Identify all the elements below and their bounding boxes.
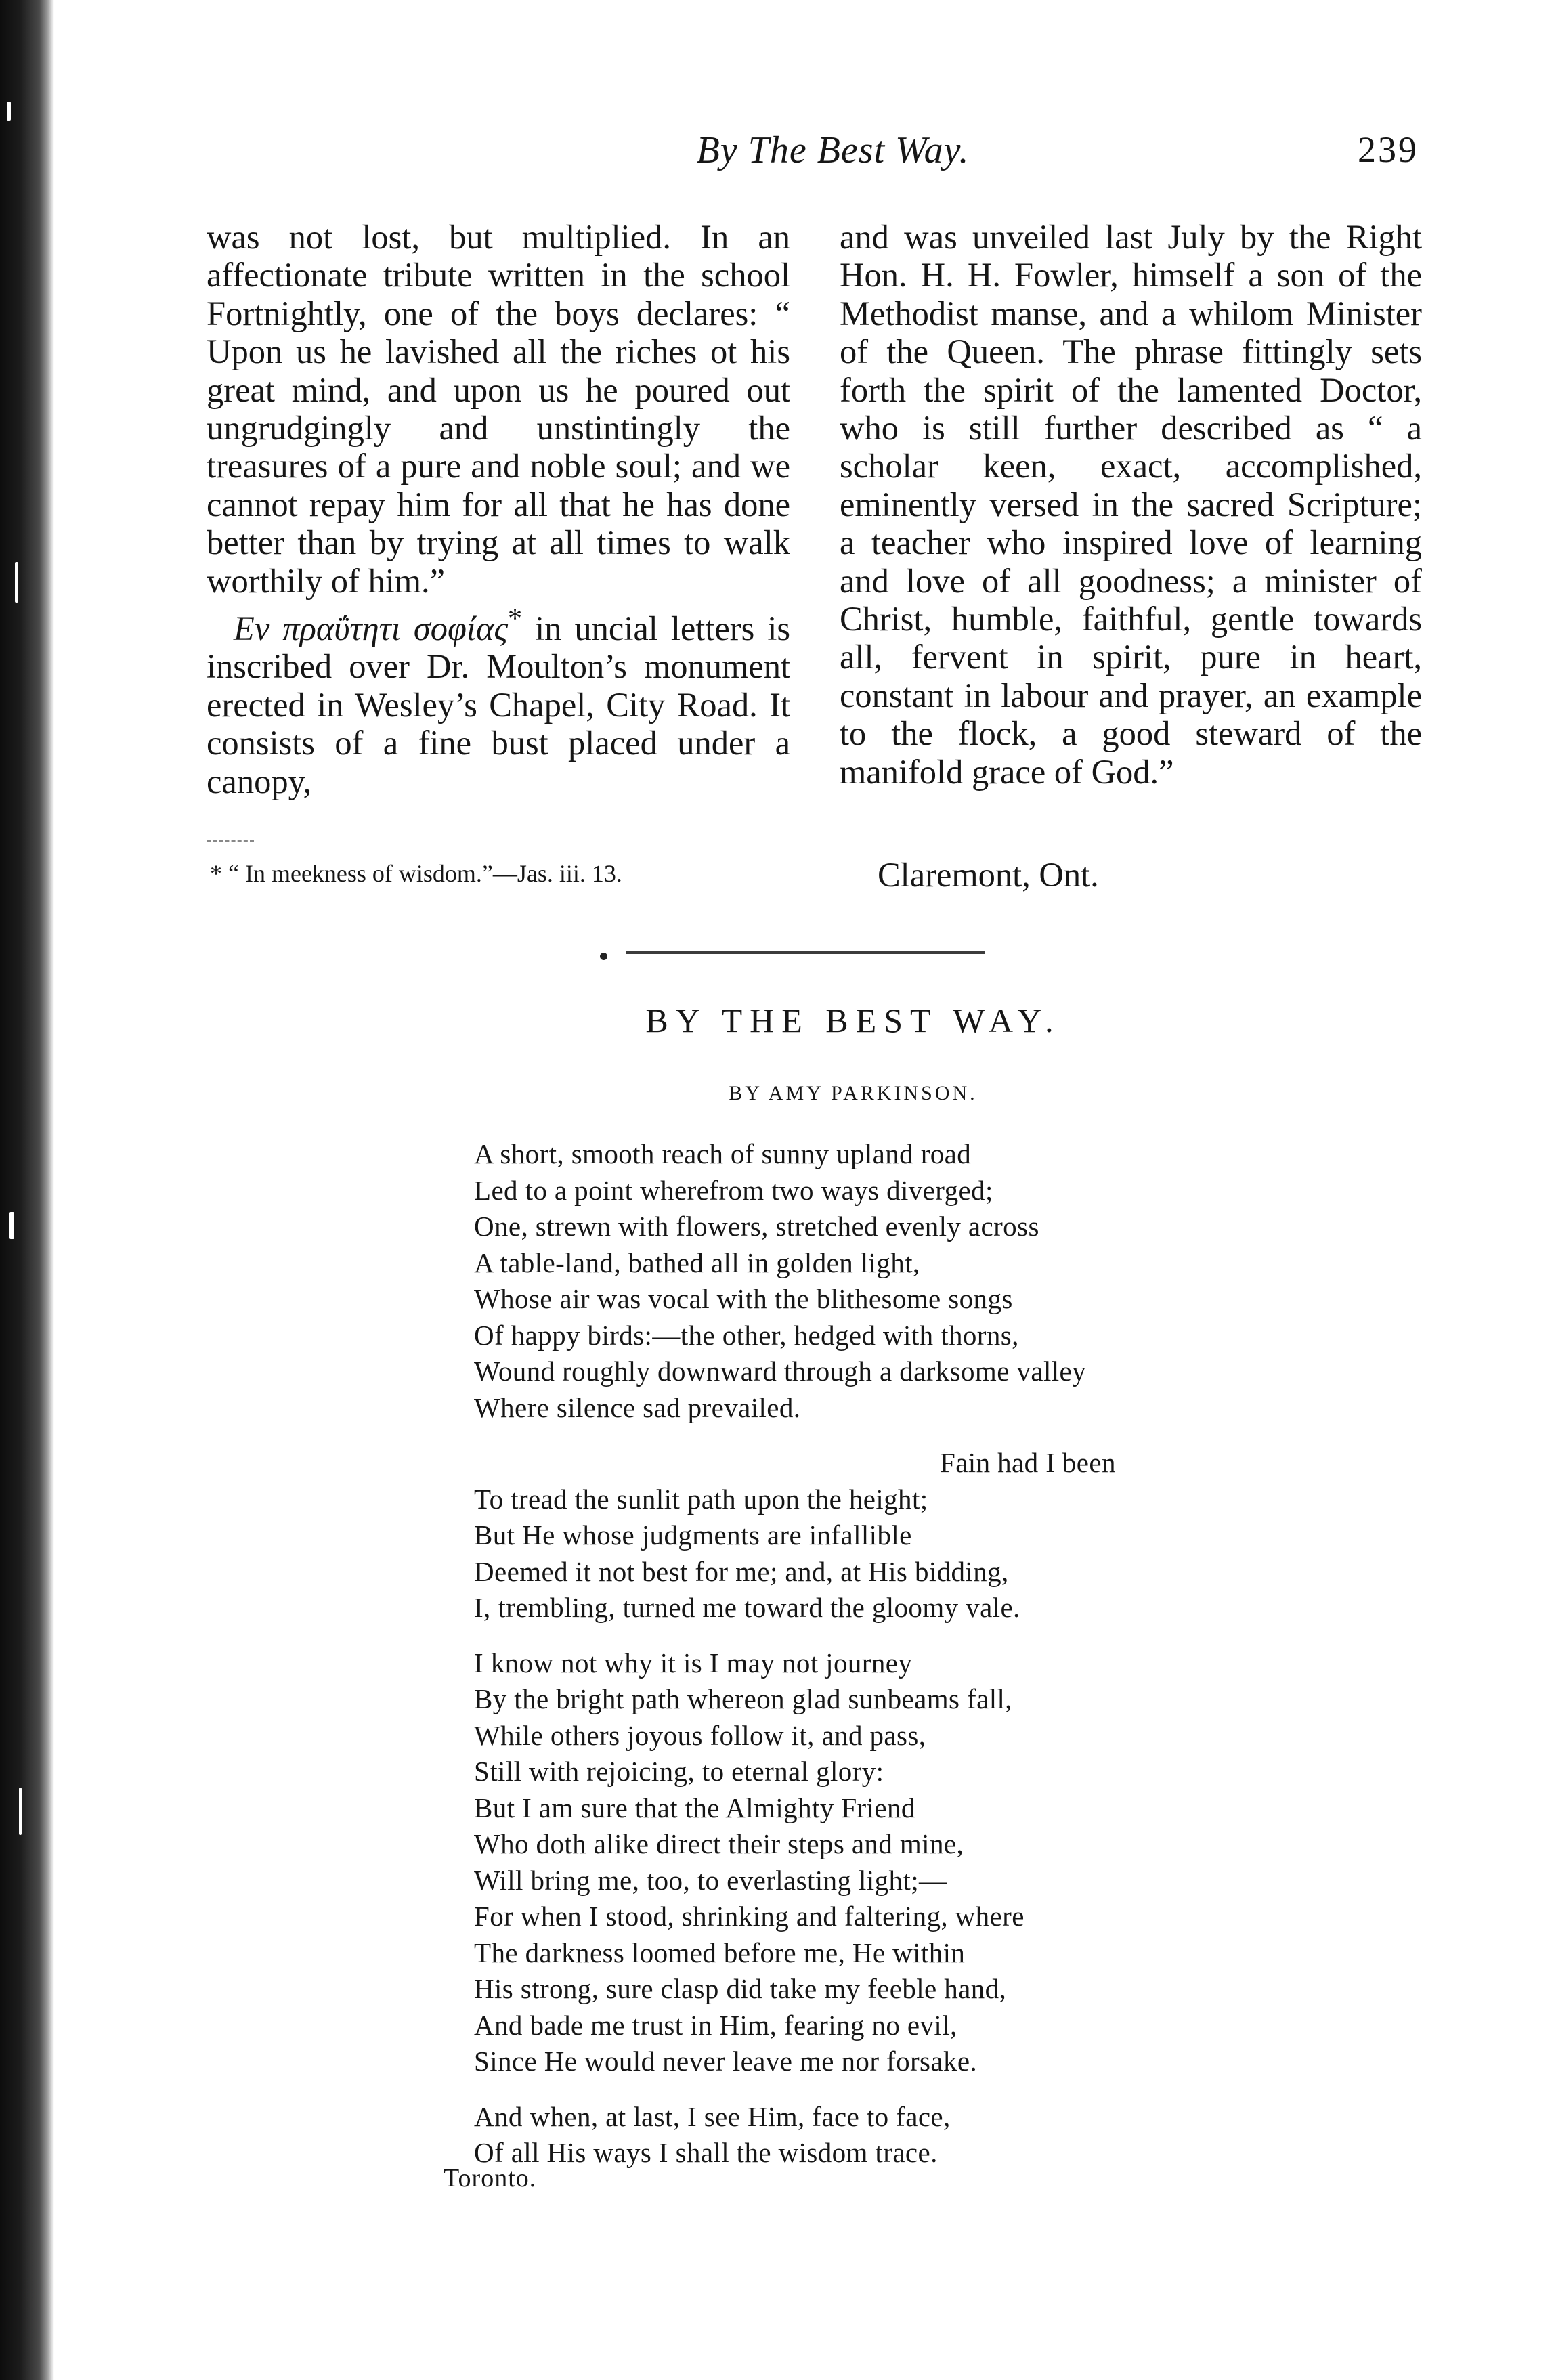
poem-stanza-1: [474, 1136, 1408, 1426]
right-paragraph: and was unveiled last July by the Right Hon. H. H. Fowler, himself a son of the Methodist manse, and a whilom Minister of the Queen. The phrase fittingly sets forth the spirit of the lamented Doctor, who is still further described as “ a scholar keen, exact, accomplished, eminently versed in the sacred Scripture; a teacher who inspired love of learning and love of all goodness; a minister of Christ, humble, faithful, gentle towards all, fervent in spirit, pure in heart, constant in labour and prayer, an example to the flock, a good steward of the manifold grace of God.”: [840, 218, 1422, 791]
poem-line: But I am sure that the Almighty Friend: [474, 1792, 915, 1823]
poem-stanza-3: [474, 1645, 1408, 2080]
poem-stanza-2: [474, 1445, 1408, 1626]
footnote: * “ In meekness of wisdom.”—Jas. iii. 13.: [210, 860, 622, 887]
poem-line: Still with rejoicing, to eternal glory:: [474, 1756, 884, 1787]
poem-line: Led to a point wherefrom two ways diverged;: [474, 1174, 993, 1206]
right-column: [840, 218, 1422, 791]
poem-line: And bade me trust in Him, fearing no evil,: [474, 2009, 957, 2041]
poem-line: To tread the sunlit path upon the height;: [474, 1483, 928, 1515]
poem-stanza-4: [474, 2099, 1408, 2171]
poem-place: Toronto.: [444, 2164, 537, 2192]
poem-line: A table-land, bathed all in golden light,: [474, 1247, 920, 1278]
poem-line: A short, smooth reach of sunny upland road: [474, 1138, 972, 1169]
page-binding-edge: [0, 0, 54, 2380]
poem-line: By the bright path whereon glad sunbeams fall,: [474, 1683, 1012, 1714]
poem-line: I know not why it is I may not journey: [474, 1647, 913, 1679]
left-column: [207, 218, 790, 800]
poem-line: And when, at last, I see Him, face to face,: [474, 2100, 951, 2132]
poem-title: BY THE BEST WAY.: [645, 1001, 1061, 1039]
binding-speck: [9, 1212, 14, 1239]
poem-line: Fain had I been: [940, 1447, 1116, 1478]
poem-line: Deemed it not best for me; and, at His bidding,: [474, 1555, 1009, 1587]
running-title: By The Best Way.: [696, 129, 970, 171]
left-paragraph-2: [207, 600, 790, 800]
section-ornament-dot: [600, 953, 607, 960]
footnote-mark: *: [507, 603, 523, 635]
poem-line: One, strewn with flowers, stretched evenly across: [474, 1211, 1039, 1242]
poem-line: Of happy birds:—the other, hedged with thorns,: [474, 1319, 1019, 1351]
poem-line: Whose air was vocal with the blithesome songs: [474, 1283, 1013, 1314]
poem-line: Will bring me, too, to everlasting light;—: [474, 1864, 947, 1896]
left-paragraph-2-text: in uncial letters is inscribed over Dr. Moulton’s monument erected in Wesley’s Chapel, City Road. It consists of a fine bust placed under a canopy,: [207, 609, 790, 800]
poem-body: [474, 1136, 1408, 2190]
poem-line: For when I stood, shrinking and faltering, where: [474, 1901, 1024, 1932]
poem-line: Where silence sad prevailed.: [474, 1391, 801, 1423]
poem-line: Of all His ways I shall the wisdom trace.: [474, 2137, 938, 2168]
binding-speck: [15, 562, 18, 603]
footnote-rule: [207, 840, 254, 842]
left-paragraph-1: was not lost, but multiplied. In an affectionate tribute written in the school Fortnightly, one of the boys declares: “ Upon us he lavished all the riches ot his great mind, and upon us he poured out ungrudgingly and unstintingly the treasures of a pure and noble soul; and we cannot repay him for all that he has done better than by trying at all times to walk worthily of him.”: [207, 218, 790, 600]
poem-line: The darkness loomed before me, He within: [474, 1937, 966, 1968]
binding-speck: [19, 1788, 22, 1835]
section-divider-rule: [626, 951, 985, 954]
poem-line: Since He would never leave me nor forsake.: [474, 2046, 978, 2077]
greek-inscription: Εν πραΰτητι σοφίας: [234, 609, 508, 647]
poem-line: Who doth alike direct their steps and mine,: [474, 1828, 964, 1859]
page-number: 239: [1358, 129, 1419, 170]
poem-line: I, trembling, turned me toward the gloomy vale.: [474, 1592, 1020, 1623]
right-signoff: Claremont, Ont.: [878, 856, 1099, 894]
poem-line: But He whose judgments are infallible: [474, 1519, 912, 1551]
poem-line: His strong, sure clasp did take my feeble hand,: [474, 1973, 1007, 2004]
poem-line: While others joyous follow it, and pass,: [474, 1719, 926, 1751]
poem-line: Wound roughly downward through a darksome valley: [474, 1356, 1087, 1387]
poem-author: BY AMY PARKINSON.: [729, 1082, 978, 1104]
binding-speck: [7, 102, 11, 121]
